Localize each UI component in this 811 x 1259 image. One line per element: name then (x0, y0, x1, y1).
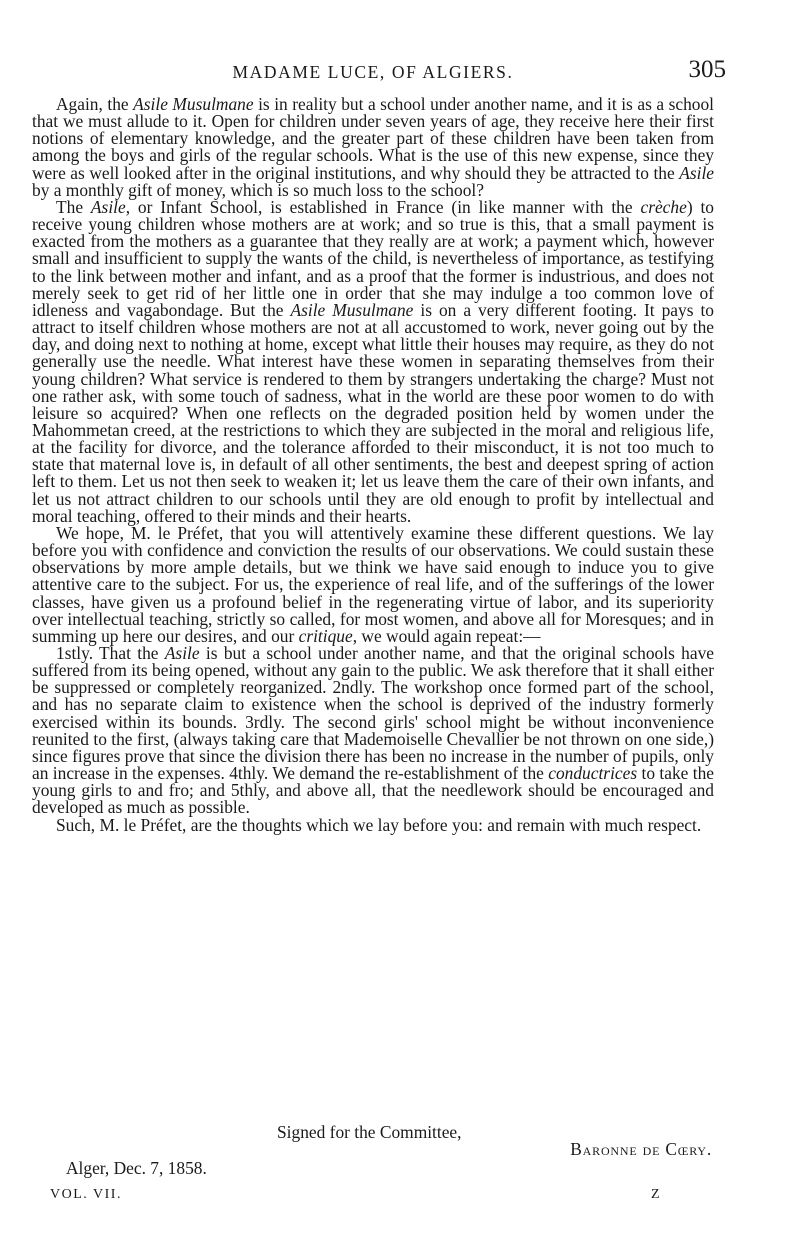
closing-block (32, 1124, 714, 1178)
italic-run: Asile (90, 196, 126, 217)
volume-label: VOL. VII. (50, 1187, 122, 1202)
place-date: Alger, Dec. 7, 1858. (66, 1158, 207, 1179)
italic-run: Asile Musulmane (290, 299, 414, 320)
text-run: The (56, 196, 91, 217)
paragraph (32, 814, 714, 835)
page-number: 305 (688, 56, 726, 83)
paragraph (32, 522, 714, 646)
text-run: is but a school under another name, and that the original schools have suffered from its being opened, without any gain to the public. We ask therefore that it shall either be suppressed or completely reorganized. 2ndly. The workshop once formed part of the school, and has no separate claim to existence when the school is deprived of the industry formerly exercised within its bounds. 3rdly. The second girls' school might be without inconvenience reunited to the first, (always taking care that Mademoiselle Chevallier be not thrown on one side,) since figures prove that since the division there has been no increase in the number of pupils, only an increase in the expenses. 4thly. We demand the re-establishment of the (32, 643, 714, 784)
text-run: Again, the (56, 94, 134, 114)
paragraph (32, 96, 714, 199)
body-text (32, 96, 714, 834)
signed-for-line: Signed for the Committee, (277, 1122, 462, 1142)
italic-run: Asile Musulmane (133, 94, 254, 114)
running-title: MADAME LUCE, OF ALGIERS. (232, 62, 514, 82)
text-run: We hope, M. le Préfet, that you will attentively examine these different questions. We lay before you with confidence and conviction the results of our observations. We could sustain these observations by more ample details, but we think we have said enough to induce you to give attentive care to the subject. For us, the experience of real life, and of the sufferings of the lower classes, have given us a profound belief in the regenerating virtue of labor, and its superiority over intellectual teaching, strictly so called, for most women, and above all for Moresques; and in summing up here our desires, and our (32, 522, 714, 646)
italic-run: conductrices (548, 763, 638, 784)
signature-mark: Z (650, 1187, 661, 1202)
text-run: , or Infant School, is established in France (in like manner with the (125, 196, 641, 217)
text-run: is in reality but a school under another name, and it is as a school that we must allude to it. Open for children under seven years of age, they receive here their first notions of elementary knowledge, and the greater part of these children have been taken from among the boys and girls of the regular schools. What is the use of this new expense, since they were as well looked after in the original institutions, and why should they be attracted to the (32, 94, 714, 183)
paragraph (32, 196, 715, 526)
text-run: Such, M. le Préfet, are the thoughts which we lay before you: and remain with much respect. (56, 814, 702, 835)
italic-run: critique (298, 625, 353, 646)
text-run: ) to receive young children whose mothers are at work; and so true is this, that a small payment is exacted from the mothers as a guarantee that they really are at work; a payment which, however small and insufficient to supply the wants of the child, is nevertheless of importance, as testifying to the link between mother and infant, and as a proof that the former is industrious, and does not merely seek to get rid of her little one in order that she may indulge a too common love of idleness and vagabondage. But the (32, 196, 715, 320)
text-run: by a monthly gift of money, which is so much loss to the school? (32, 179, 484, 200)
running-head (32, 56, 726, 86)
page-footer (50, 1187, 661, 1203)
text-run: to take the young girls to and fro; and 5thly, and above all, that the needlework should be encouraged and developed as much as possible. (32, 763, 714, 818)
signature: Baronne de Cœry. (570, 1139, 712, 1160)
text-run: , we would again repeat:— (352, 625, 541, 646)
paragraph (32, 645, 714, 817)
text-run: 1stly. That the (56, 643, 165, 663)
text-run: is on a very different footing. It pays to attract to itself children whose mothers are not at all accustomed to work, never going out by the day, and doing next to nothing at home, except what little their houses may require, as they do not generally use the needle. What interest have these women in separating themselves from their young children? What service is rendered to them by strangers undertaking the charge? Must not one rather ask, with some touch of sadness, what in the world are these poor women to do with leisure so acquired? When one reflects on the degraded position held by women under the Mahommetan creed, at the restrictions to which they are subjected in the moral and religious life, at the facility for divorce, and the tolerance afforded to their misconduct, it is not too much to state that maternal love is, in default of all other sentiments, the best and deepest spring of action left to them. Let us not then seek to weaken it; let us leave them the care of their own infants, and let us not attract children to our schools until they are old enough to profit by intellectual and moral teaching, offered to their minds and their hearts. (32, 299, 714, 526)
italic-run: Asile (679, 162, 714, 183)
italic-run: Asile (164, 643, 200, 663)
italic-run: crèche (640, 196, 687, 217)
